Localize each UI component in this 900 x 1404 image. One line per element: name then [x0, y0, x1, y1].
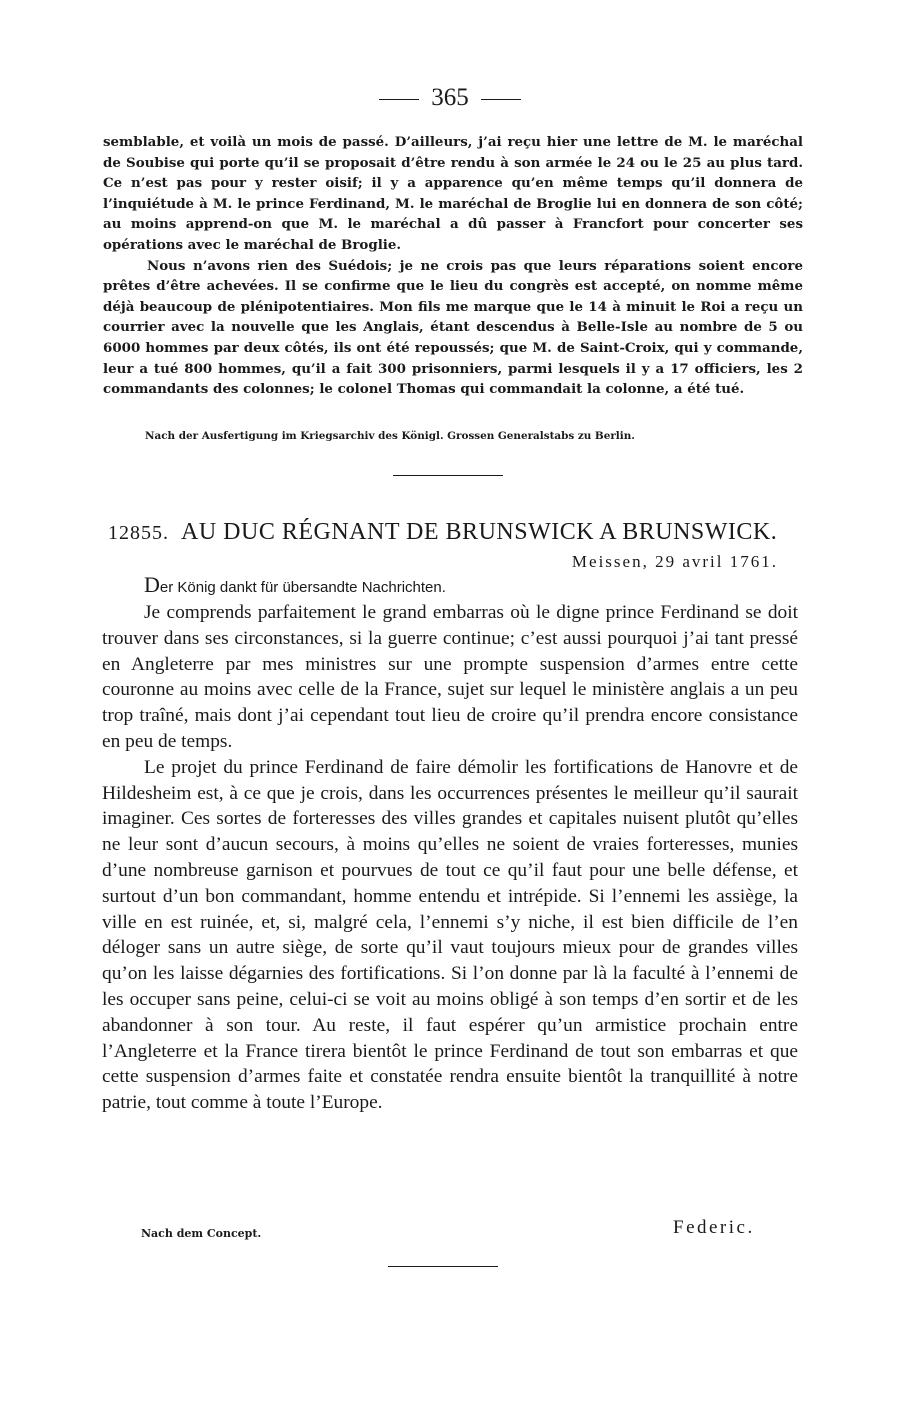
- letter-source: Nach dem Concept.: [141, 1227, 262, 1240]
- summary-text: er König dankt für übersandte Nachrichten.: [159, 579, 446, 596]
- letter-number: 12855.: [108, 522, 169, 544]
- letter-body: [102, 600, 798, 1116]
- previous-letter-source: Nach der Ausfertigung im Kriegsarchiv des Königl. Grossen Generalstabs zu Berlin.: [145, 430, 635, 442]
- previous-letter-text: [103, 132, 803, 400]
- header-dash-right: [481, 99, 521, 100]
- page-number: 365: [431, 84, 469, 111]
- section-divider: [393, 475, 503, 476]
- letter-paragraph: Je comprends parfaitement le grand embarras où le digne prince Ferdinand se doit trouver dans ses circonstances, si la guerre continue; c’est aussi pourquoi j’ai tant pressé en Angleterre par mes ministres sur une prompte suspension d’armes entre cette couronne au moins avec celle de la France, sujet sur lequel le ministère anglais a un peu trop traîné, mais dont j’ai cependant tout lieu de croire qu’il prendra encore consistance en peu de temps.: [102, 602, 798, 752]
- previous-letter-paragraph: Nous n’avons rien des Suédois; je ne crois pas que leurs réparations soient encore prêtes d’être achevées. Il se confirme que le lieu du congrès est accepté, on nomme même déjà beaucoup de plénipotentiaires. Mon fils me marque que le 14 à minuit le Roi a reçu un courrier avec la nouvelle que les Anglais, étant descendus à Belle-Isle au nombre de 5 ou 6000 hommes par deux côtés, ils ont été repoussés; que M. de Saint-Croix, qui y commande, leur a tué 800 hommes, qu’il a fait 300 prisonniers, parmi lesquels il y a 17 officiers, les 2 commandants des colonnes; le colonel Thomas qui commandait la colonne, a été tué.: [103, 257, 803, 398]
- end-divider: [388, 1266, 498, 1267]
- letter-heading: [108, 519, 798, 546]
- previous-letter-paragraph: semblable, et voilà un mois de passé. D’ailleurs, j’ai reçu hier une lettre de M. le maréchal de Soubise qui porte qu’il se proposait d’être rendu à son armée le 24 ou le 25 au plus tard. Ce n’est pas pour y rester oisif; il y a apparence qu’en même temps qu’il donnera de l’inquiétude à M. le prince Ferdinand, M. le maréchal de Broglie lui en donnera de son côté; au moins apprend-on que M. le maréchal a dû passer à Francfort pour concerter ses opérations avec le maréchal de Broglie.: [103, 134, 803, 253]
- header-dash-left: [379, 99, 419, 100]
- letter-dateline: Meissen, 29 avril 1761.: [571, 552, 778, 571]
- page-header: [0, 84, 900, 112]
- letter-summary: [144, 572, 446, 598]
- letter-signature: Federic.: [673, 1217, 755, 1238]
- letter-title: AU DUC RÉGNANT DE BRUNSWICK A BRUNSWICK.: [181, 519, 778, 545]
- summary-initial: D: [144, 572, 160, 597]
- letter-paragraph: Le projet du prince Ferdinand de faire démolir les fortifications de Hanovre et de Hildesheim est, à ce que je crois, dans les occurrences présentes le meilleur qu’il saurait imaginer. Ces sortes de forteresses des villes grandes et capitales nuisent plutôt qu’elles ne leur sont d’aucun secours, à moins qu’elles ne soient de vraies forteresses, munies d’une nombreuse garnison et pourvues de tout ce qu’il faut pour une belle défense, et surtout d’un bon commandant, homme entendu et intrépide. Si l’ennemi les assiège, la ville en est ruinée, et, si, malgré cela, l’ennemi s’y niche, il est bien difficile de l’en déloger sans un autre siège, de sorte qu’il vaut toujours mieux pour de grandes villes qu’on les laisse dégarnies des fortifications. Si l’on donne par là la faculté à l’ennemi de les occuper sans peine, celui-ci se voit au moins obligé à son temps d’en sortir et de les abandonner à son tour. Au reste, il faut espérer qu’un armistice prochain entre l’Angleterre et la France tirera bientôt le prince Ferdinand de tout son embarras et que cette suspension d’armes faite et constatée rendra ensuite bientôt la tranquillité à notre patrie, tout comme à toute l’Europe.: [102, 756, 798, 1114]
